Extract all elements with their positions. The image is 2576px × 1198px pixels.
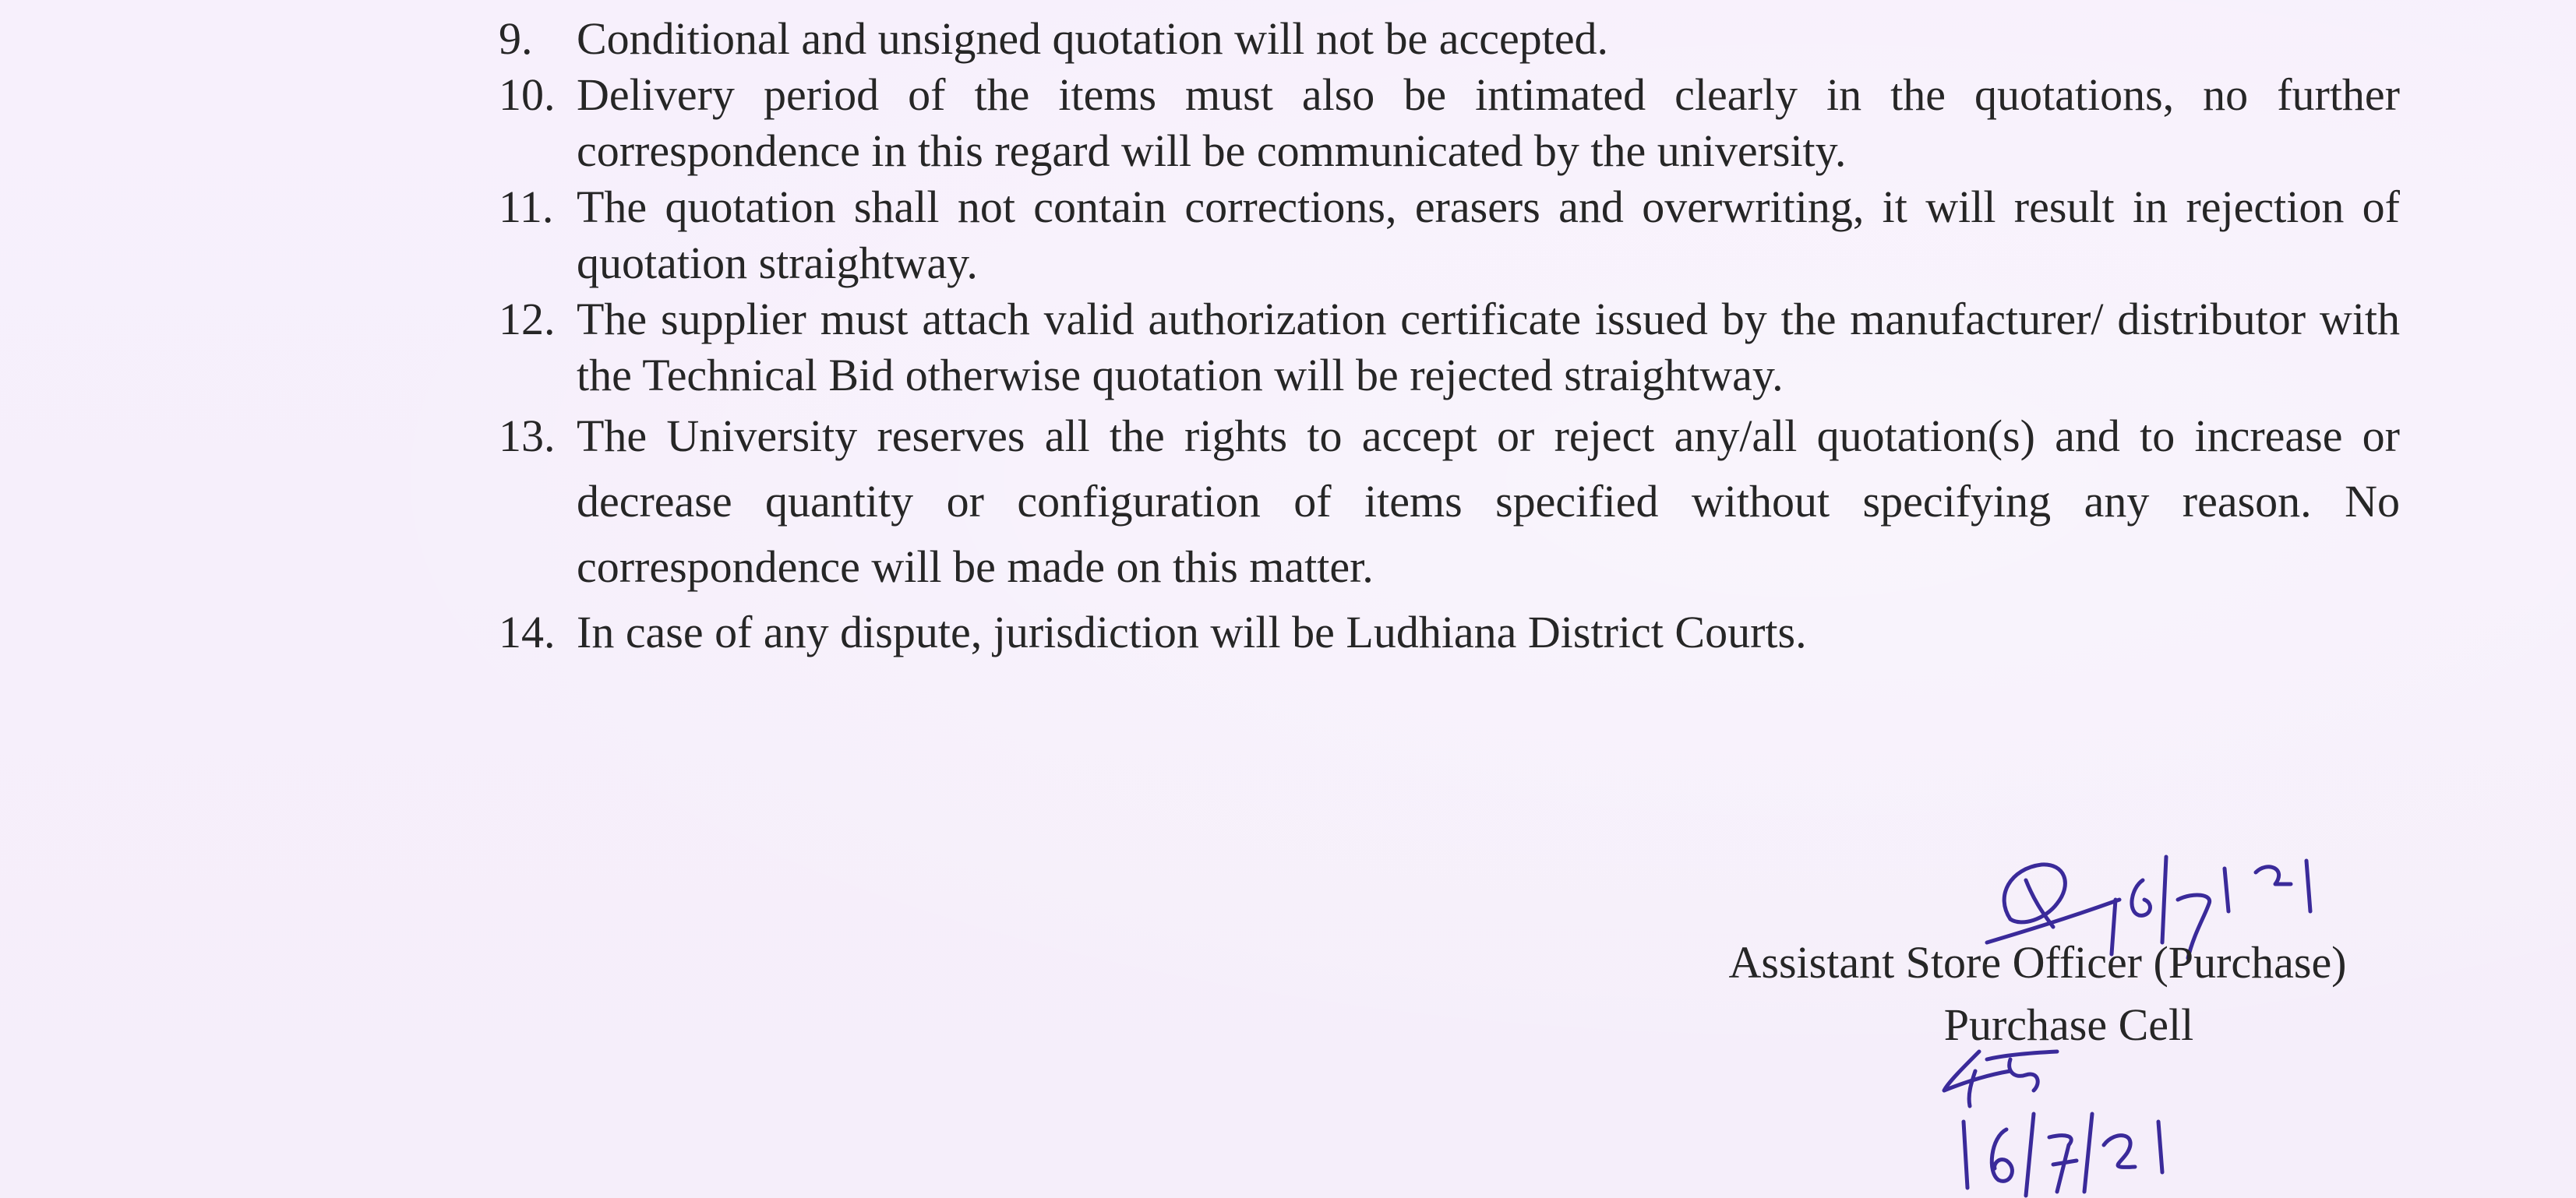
signatory-department: Purchase Cell <box>1943 999 2194 1050</box>
clause-text: The quotation shall not contain corrections, erasers and overwriting, it will result in rejection of quotation straightway. <box>577 181 2400 288</box>
clause-text: The supplier must attach valid authorization certificate issued by the manufacturer/ distributor with the Technical Bid otherwise quotation will be rejected straightway. <box>577 294 2400 400</box>
list-item <box>499 67 2400 179</box>
signatory-title: Assistant Store Officer (Purchase) <box>1728 937 2347 988</box>
clause-number: 11. <box>499 181 554 232</box>
clause-text: In case of any dispute, jurisdiction will be Ludhiana District Courts. <box>577 607 1807 657</box>
list-item <box>499 11 2400 67</box>
clause-number: 14. <box>499 607 556 657</box>
handwritten-initials <box>1932 1036 2197 1198</box>
list-item <box>499 604 2400 661</box>
list-item <box>499 179 2400 291</box>
clause-number: 9. <box>499 13 533 64</box>
clause-number: 12. <box>499 294 556 344</box>
terms-list <box>499 11 2400 661</box>
clause-text: The University reserves all the rights to accept or reject any/all quotation(s) and to increase or decrease quantity or configuration of items specified without specifying any reason. No correspondence will be made on this matter. <box>577 410 2400 592</box>
clause-text: Delivery period of the items must also be intimated clearly in the quotations, no further correspondence in this regard will be communicated by the university. <box>577 69 2400 176</box>
signature-block <box>1667 932 2408 1056</box>
list-item <box>499 291 2400 403</box>
clause-text: Conditional and unsigned quotation will not be accepted. <box>577 13 1609 64</box>
clause-number: 13. <box>499 410 556 461</box>
list-item <box>499 403 2400 600</box>
clause-number: 10. <box>499 69 556 120</box>
